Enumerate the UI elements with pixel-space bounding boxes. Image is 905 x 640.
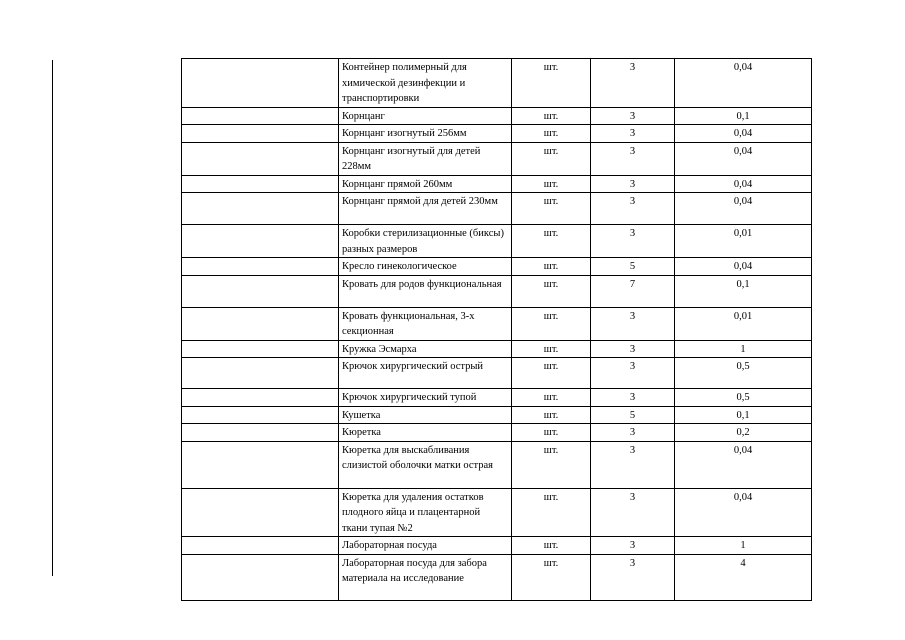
item-coef: 0,04 — [675, 193, 812, 225]
item-name: Лабораторная посуда — [339, 537, 512, 555]
item-name: Контейнер полимерный для химической дезинфекции и транспортировки — [339, 59, 512, 108]
item-qty: 3 — [591, 389, 675, 407]
item-unit: шт. — [512, 340, 591, 358]
item-unit: шт. — [512, 193, 591, 225]
item-qty: 5 — [591, 258, 675, 276]
table-cell-blank — [182, 340, 339, 358]
item-name: Кресло гинекологическое — [339, 258, 512, 276]
table-row — [182, 142, 812, 175]
table-row — [182, 193, 812, 225]
table-cell-blank — [182, 125, 339, 143]
item-name: Кровать для родов функциональная — [339, 275, 512, 307]
item-unit: шт. — [512, 441, 591, 488]
item-name: Кюретка для выскабливания слизистой оболочки матки острая — [339, 441, 512, 488]
item-unit: шт. — [512, 424, 591, 442]
table-cell-blank — [182, 554, 339, 600]
table-row — [182, 225, 812, 258]
table-cell-blank — [182, 358, 339, 389]
item-coef: 0,2 — [675, 424, 812, 442]
item-name: Лабораторная посуда для забора материала на исследование — [339, 554, 512, 600]
item-qty: 3 — [591, 175, 675, 193]
table-row — [182, 307, 812, 340]
item-qty: 3 — [591, 225, 675, 258]
item-name: Кюретка — [339, 424, 512, 442]
item-unit: шт. — [512, 125, 591, 143]
item-coef: 0,5 — [675, 389, 812, 407]
equipment-table-body — [182, 59, 812, 601]
table-row — [182, 275, 812, 307]
item-qty: 3 — [591, 340, 675, 358]
table-cell-blank — [182, 389, 339, 407]
item-unit: шт. — [512, 389, 591, 407]
page-margin-line — [52, 60, 53, 576]
table-cell-blank — [182, 441, 339, 488]
item-coef: 1 — [675, 340, 812, 358]
item-qty: 3 — [591, 488, 675, 537]
item-name: Кушетка — [339, 406, 512, 424]
item-unit: шт. — [512, 406, 591, 424]
table-row — [182, 59, 812, 108]
table-cell-blank — [182, 142, 339, 175]
table-cell-blank — [182, 488, 339, 537]
item-qty: 5 — [591, 406, 675, 424]
item-coef: 1 — [675, 537, 812, 555]
table-row — [182, 406, 812, 424]
item-coef: 0,04 — [675, 488, 812, 537]
item-unit: шт. — [512, 554, 591, 600]
item-qty: 7 — [591, 275, 675, 307]
table-row — [182, 340, 812, 358]
item-qty: 3 — [591, 307, 675, 340]
item-unit: шт. — [512, 225, 591, 258]
item-qty: 3 — [591, 107, 675, 125]
item-unit: шт. — [512, 175, 591, 193]
table-row — [182, 358, 812, 389]
item-unit: шт. — [512, 107, 591, 125]
table-cell-blank — [182, 59, 339, 108]
table-cell-blank — [182, 406, 339, 424]
item-unit: шт. — [512, 258, 591, 276]
table-cell-blank — [182, 193, 339, 225]
item-coef: 0,04 — [675, 258, 812, 276]
item-qty: 3 — [591, 142, 675, 175]
table-cell-blank — [182, 275, 339, 307]
table-row — [182, 258, 812, 276]
item-name: Крючок хирургический острый — [339, 358, 512, 389]
item-name: Корнцанг прямой 260мм — [339, 175, 512, 193]
item-coef: 0,1 — [675, 107, 812, 125]
item-qty: 3 — [591, 358, 675, 389]
item-qty: 3 — [591, 554, 675, 600]
item-name: Крючок хирургический тупой — [339, 389, 512, 407]
item-unit: шт. — [512, 537, 591, 555]
item-coef: 0,04 — [675, 59, 812, 108]
table-cell-blank — [182, 537, 339, 555]
item-name: Коробки стерилизационные (биксы) разных размеров — [339, 225, 512, 258]
table-row — [182, 125, 812, 143]
item-unit: шт. — [512, 488, 591, 537]
item-coef: 0,01 — [675, 307, 812, 340]
table-row — [182, 554, 812, 600]
item-coef: 0,5 — [675, 358, 812, 389]
table-cell-blank — [182, 225, 339, 258]
item-unit: шт. — [512, 275, 591, 307]
table-row — [182, 537, 812, 555]
table-cell-blank — [182, 258, 339, 276]
table-row — [182, 424, 812, 442]
table-row — [182, 389, 812, 407]
table-row — [182, 441, 812, 488]
item-unit: шт. — [512, 59, 591, 108]
table-cell-blank — [182, 107, 339, 125]
item-name: Корнцанг прямой для детей 230мм — [339, 193, 512, 225]
item-coef: 0,04 — [675, 175, 812, 193]
table-row — [182, 175, 812, 193]
item-qty: 3 — [591, 441, 675, 488]
item-unit: шт. — [512, 358, 591, 389]
item-name: Корнцанг — [339, 107, 512, 125]
item-name: Кровать функциональная, 3-х секционная — [339, 307, 512, 340]
item-coef: 0,04 — [675, 125, 812, 143]
item-qty: 3 — [591, 193, 675, 225]
item-qty: 3 — [591, 125, 675, 143]
table-cell-blank — [182, 424, 339, 442]
table-cell-blank — [182, 175, 339, 193]
item-unit: шт. — [512, 307, 591, 340]
table-row — [182, 488, 812, 537]
item-coef: 0,01 — [675, 225, 812, 258]
table-cell-blank — [182, 307, 339, 340]
item-coef: 0,04 — [675, 142, 812, 175]
item-unit: шт. — [512, 142, 591, 175]
item-coef: 0,04 — [675, 441, 812, 488]
item-name: Кружка Эсмарха — [339, 340, 512, 358]
item-name: Кюретка для удаления остатков плодного яйца и плацентарной ткани тупая №2 — [339, 488, 512, 537]
table-row — [182, 107, 812, 125]
item-qty: 3 — [591, 59, 675, 108]
item-name: Корнцанг изогнутый 256мм — [339, 125, 512, 143]
item-coef: 0,1 — [675, 275, 812, 307]
item-coef: 0,1 — [675, 406, 812, 424]
item-coef: 4 — [675, 554, 812, 600]
item-qty: 3 — [591, 537, 675, 555]
item-qty: 3 — [591, 424, 675, 442]
equipment-table — [181, 58, 812, 601]
item-name: Корнцанг изогнутый для детей 228мм — [339, 142, 512, 175]
